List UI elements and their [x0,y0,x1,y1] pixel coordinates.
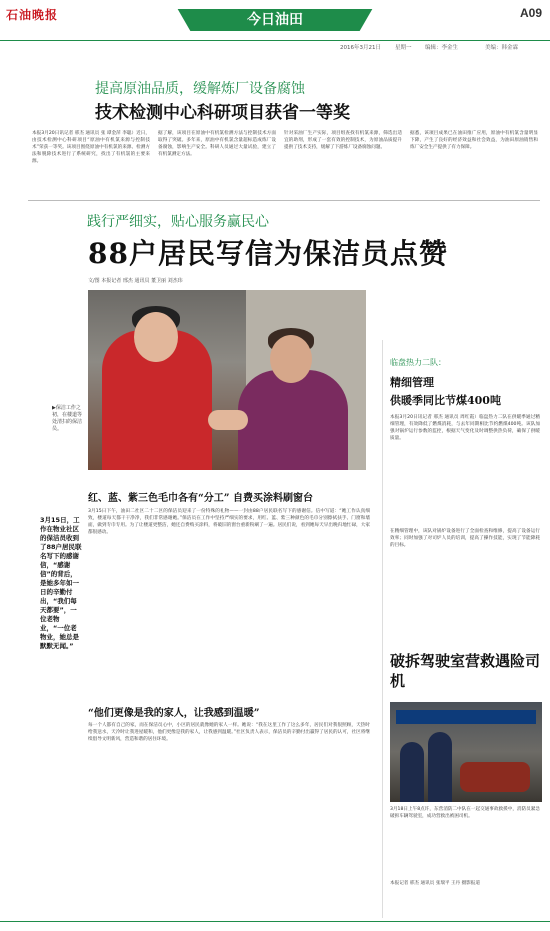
right-article-subhead: 临盘热力二队： [390,358,446,367]
photo-resident-figure [238,370,348,470]
rescue-photo [390,702,542,802]
article-divider [28,200,540,201]
article2-photo [88,290,366,470]
article2-section1-body: 3月15日下午，油田二社区二十二区的保洁员迎来了一份特殊的礼物——一封由88户居民联名写下的感谢信。信中写道：“她工作认真细致，楼道每天都干干净净，我们非常感谢她。”保洁员在工作中坚持严细实的要求，用红、蓝、紫三种颜色的毛巾分别擦拭扶手、门窗和墙面，做到专巾专用。为了让楼道更整洁，她还自费购买涂料，将破旧的窗台重新粉刷了一遍。居民们说，看到她每天早出晚归地忙碌，大家都很感动。 [88,509,370,535]
issue-editor: 编辑：李金生 [425,45,459,51]
photo-resident-face [270,335,312,383]
photo2-vehicle [460,762,530,792]
right-article-headline-2: 供暖季同比节煤400吨 [390,394,501,407]
article2-section2-body: 每一个人都有自己的家，而在保洁员心中，小区的居民就像她的家人一样。她说：“我在这里工作了这么多年，居民们对我很照顾，天热时给我送水，天冷时让我进屋暖和，他们更像是我的家人，让我感到温暖。”社区负责人表示，保洁员的辛勤付出赢得了居民的认可，社区将继续倡导文明新风，营造和谐的居住环境。 [88,723,370,742]
right-article-body-1: 本报3月20日讯记者 邢杰 通讯员 周红霞）临盘热力二队在供暖季通过精细管理，有效降低了燃煤消耗，与去年同期相比节约燃煤400吨。该队加强对锅炉运行参数的监控，根据天气变化及时调整供热负荷，确保了供暖质量。 [390,415,540,441]
article2-sidebar: 3月15日，工作在物业社区的保洁员收到了88户居民联名写下的感谢信，“感谢信”的背后，是她多年如一日的辛勤付出，“我们每天都要”，一位老物业，“一位老物业，她总是默默无闻。” [40,516,82,650]
article2-section1-title: 红、蓝、紫三色毛巾各有“分工” 自费买涂料刷窗台 [88,493,313,504]
article1-headline: 技术检测中心科研项目获省一等奖 [95,103,350,123]
photo2-firefighter [428,732,452,802]
right-article2-headline: 破拆驾驶室营救遇险司机 [390,652,541,690]
article1-col1: 本报3月20日讯记者 邢杰 通讯员 张 谭金萍 李聪）近日，由技术检测中心科研项目“原油中有机氯来源与控制技术”荣获一等奖。该项目围绕原油中有机氯的来源、检测方法和脱除技术进行了系统研究，找出了有机氯的主要来源。 [32,131,150,164]
column-divider [382,340,383,918]
section-title [175,9,375,31]
tab-edge-left [160,9,191,31]
article1-col3: 针对采油厂生产实际，项目组查找有机氯来源，筛选出适宜的助剂，形成了一套有效的控制技术，为原油品质提升提供了技术支持，缓解了下游炼厂设备腐蚀问题。 [284,131,402,150]
issue-info-bar [0,40,550,55]
newspaper-logo: 石油晚报 [6,8,59,22]
page-number: A09 [519,6,542,20]
photo-handshake [208,410,248,430]
photo-caption: ▶保洁工作之初，在楼道等处清扫的保洁员。 [52,405,83,432]
issue-weekday: 星期一 [395,45,412,51]
article2-headline: 88户居民写信为保洁员点赞 [88,237,448,270]
article2-section2-title: “他们更像是我的家人，让我感到温暖” [88,708,260,719]
rescue-caption: 3月18日上午8点许，东营消防二中队在一起交通事故救援中，消防员紧急破拆车辆驾驶室，成功营救出被困司机。 [390,807,540,819]
issue-designer: 美编：韩金霖 [485,45,519,51]
photo2-banner [396,710,536,724]
article1-col4: 据悉，该项目成果已在油田推广应用，原油中有机氯含量明显下降，产生了良好的经济效益和社会效益，为油田原油销售和炼厂安全生产提供了有力保障。 [410,131,538,150]
bottom-rule [0,921,550,922]
rescue-byline: 本报记者 邢杰 通讯员 张瑞平 王丹 摄影报道 [390,881,480,886]
article1-subhead: 提高原油品质，缓解炼厂设备腐蚀 [95,81,305,97]
article2-byline: 文/图 本报记者 邢杰 通讯员 董卫丽 刘杰玮 [88,278,183,284]
masthead [0,0,550,38]
issue-date: 2016年3月21日 [340,45,381,51]
article2-subhead: 践行严细实，贴心服务赢民心 [87,214,269,230]
section-title-text: 今日油田 [247,12,303,28]
right-article-body-2: 在精细管理中，该队对锅炉设备进行了全面检查和维修，提高了设备运行效率；同时加强了对司炉人员的培训，提高了操作技能，实现了节能降耗的目标。 [390,529,540,548]
photo2-firefighter [400,742,424,802]
article1-col2: 据了解，该项目在原油中有机氯检测方法与控制技术方面取得了突破。多年来，原油中有机氯含量超标造成炼厂设备腐蚀，影响生产安全。科研人员通过大量试验，建立了有机氯测定方法。 [158,131,276,157]
photo-cleaner-face [134,312,178,362]
right-article-headline-1: 精细管理 [390,376,434,389]
tab-edge-right [360,9,391,31]
